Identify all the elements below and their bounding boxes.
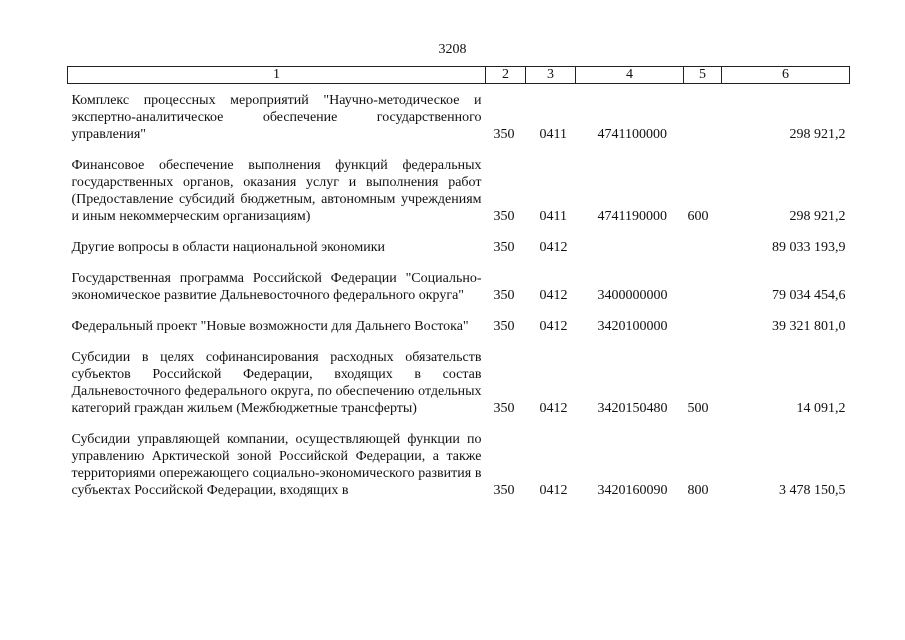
row-name: Финансовое обеспечение выполнения функций федеральных государственных органов, оказания услуг и выполнения работ (Предоставление субсидий бюджетным, автономным учреждениям и иным некоммерческим организациям) bbox=[71, 158, 482, 224]
row-ministry-code: 350 bbox=[493, 401, 515, 416]
row-section-code: 0411 bbox=[539, 209, 567, 224]
column-number-row bbox=[68, 67, 850, 84]
row-amount: 298 921,2 bbox=[789, 127, 846, 142]
row-name: Федеральный проект "Новые возможности для Дальнего Востока" bbox=[71, 319, 469, 334]
row-amount: 39 321 801,0 bbox=[772, 319, 846, 334]
row-target-code: 4741190000 bbox=[597, 209, 667, 224]
page-number: 3208 bbox=[438, 42, 467, 57]
column-header-1: 1 bbox=[68, 67, 486, 84]
row-section-code: 0412 bbox=[539, 401, 568, 416]
row-target-code: 3400000000 bbox=[597, 288, 668, 303]
row-expense-type: 800 bbox=[687, 483, 709, 498]
row-section-code: 0412 bbox=[539, 288, 568, 303]
row-section-code: 0411 bbox=[539, 127, 567, 142]
column-header-5: 5 bbox=[684, 67, 722, 84]
row-expense-type bbox=[684, 256, 722, 304]
row-ministry-code: 350 bbox=[493, 483, 515, 498]
row-amount: 3 478 150,5 bbox=[779, 483, 846, 498]
row-name: Комплекс процессных мероприятий "Научно-методическое и экспертно-аналитическое обеспечение государственного управления" bbox=[71, 93, 482, 142]
column-header-6: 6 bbox=[722, 67, 850, 84]
table-row bbox=[68, 304, 850, 335]
row-amount: 14 091,2 bbox=[796, 401, 846, 416]
row-name: Другие вопросы в области национальной экономики bbox=[71, 240, 386, 255]
table-row bbox=[68, 225, 850, 256]
row-target-code: 3420150480 bbox=[597, 401, 668, 416]
row-section-code: 0412 bbox=[539, 240, 568, 255]
row-ministry-code: 350 bbox=[493, 288, 515, 303]
row-target-code: 3420160090 bbox=[597, 483, 668, 498]
row-amount: 79 034 454,6 bbox=[772, 288, 846, 303]
table-row bbox=[68, 256, 850, 304]
column-header-3: 3 bbox=[526, 67, 576, 84]
row-target-code bbox=[576, 225, 684, 256]
column-header-2: 2 bbox=[486, 67, 526, 84]
row-target-code: 3420100000 bbox=[597, 319, 668, 334]
table-row bbox=[68, 143, 850, 225]
row-expense-type: 600 bbox=[687, 209, 709, 224]
row-ministry-code: 350 bbox=[493, 209, 515, 224]
row-name: Государственная программа Российской Федерации "Социально-экономическое развитие Дальневосточного федерального округа" bbox=[71, 271, 482, 303]
row-expense-type bbox=[684, 84, 722, 144]
row-section-code: 0412 bbox=[539, 483, 568, 498]
row-amount: 89 033 193,9 bbox=[772, 240, 846, 255]
row-ministry-code: 350 bbox=[493, 240, 515, 255]
row-target-code: 4741100000 bbox=[597, 127, 667, 142]
table-row bbox=[68, 335, 850, 417]
row-ministry-code: 350 bbox=[493, 127, 515, 142]
row-expense-type bbox=[684, 304, 722, 335]
row-name: Субсидии в целях софинансирования расходных обязательств субъектов Российской Федерации, входящих в состав Дальневосточного федерального округа, по обеспечению отдельных категорий граждан жильем (Межбюджетные трансферты) bbox=[71, 350, 482, 416]
table-row bbox=[68, 84, 850, 144]
row-amount: 298 921,2 bbox=[789, 209, 846, 224]
row-expense-type: 500 bbox=[687, 401, 709, 416]
row-expense-type bbox=[684, 225, 722, 256]
row-name: Субсидии управляющей компании, осуществляющей функции по управлению Арктической зоной Российской Федерации, а также территориями опережающего социально-экономического развития в субъектах Российской Федерации, входящих в bbox=[71, 432, 482, 498]
budget-table bbox=[67, 66, 850, 499]
row-section-code: 0412 bbox=[539, 319, 568, 334]
table-row bbox=[68, 417, 850, 499]
column-header-4: 4 bbox=[576, 67, 684, 84]
row-ministry-code: 350 bbox=[493, 319, 515, 334]
